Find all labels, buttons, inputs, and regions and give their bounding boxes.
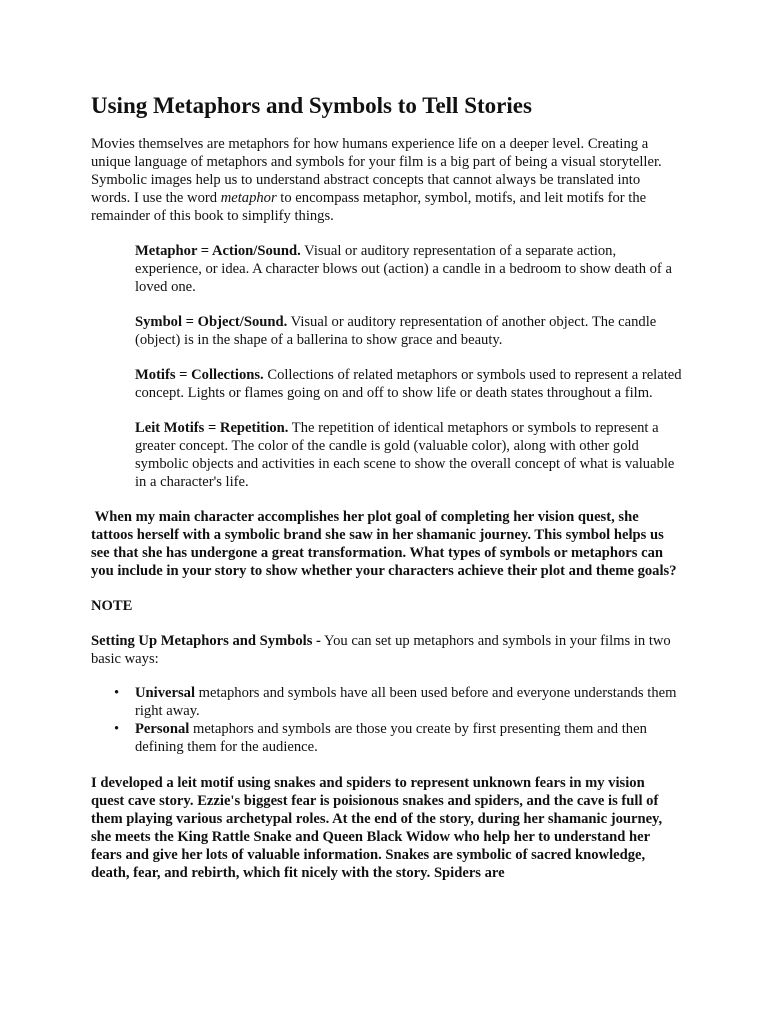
intro-paragraph bbox=[91, 135, 681, 225]
definition-term: Motifs = Collections. bbox=[135, 367, 264, 383]
setup-list bbox=[91, 684, 681, 756]
definition-term: Symbol = Object/Sound. bbox=[135, 314, 288, 330]
definition-term: Metaphor = Action/Sound. bbox=[135, 243, 301, 259]
definition-metaphor bbox=[135, 242, 683, 296]
bullet-icon: • bbox=[114, 685, 120, 701]
definition-text: Visual or auditory representation of another object. The candle (object) is in the shape of a ballerina to show grace and beauty. bbox=[135, 314, 657, 348]
list-item-personal bbox=[91, 720, 681, 756]
intro-text-1: Movies themselves are metaphors for how humans experience life on a deeper level. Creating a unique language of metaphors and symbols for your film is a big part of being a visual storyteller. Symbolic images help us to understand abstract concepts that cannot always be translated into words. I use the word bbox=[91, 136, 662, 206]
definition-term: Leit Motifs = Repetition. bbox=[135, 420, 289, 436]
note-heading: NOTE bbox=[91, 598, 133, 614]
definition-text: Visual or auditory representation of a separate action, experience, or idea. A character blows out (action) a candle in a bedroom to show death of a loved one. bbox=[135, 243, 672, 295]
definition-motifs bbox=[135, 366, 683, 402]
definition-symbol bbox=[135, 313, 683, 349]
document-title: Using Metaphors and Symbols to Tell Stories bbox=[91, 93, 532, 118]
list-item-text: metaphors and symbols are those you create by first presenting them and then defining them for the audience. bbox=[135, 721, 647, 755]
list-item-term: Personal bbox=[135, 721, 190, 737]
bullet-icon: • bbox=[114, 721, 120, 737]
definition-text: The repetition of identical metaphors or symbols to represent a greater concept. The color of the candle is gold (valuable color), along with other gold symbolic objects and activities in each scene to show the overall concept of what is valuable in a character's life. bbox=[135, 420, 675, 490]
document-page bbox=[91, 92, 681, 899]
intro-emphasis: metaphor bbox=[220, 190, 277, 206]
setup-term: Setting Up Metaphors and Symbols - bbox=[91, 633, 321, 649]
definition-text: Collections of related metaphors or symbols used to represent a related concept. Lights or flames going on and off to show life or death states throughout a film. bbox=[135, 367, 682, 401]
question-paragraph: When my main character accomplishes her plot goal of completing her vision quest, she tattoos herself with a symbolic brand she saw in her shamanic journey. This symbol helps us see that she has undergone a great transformation. What types of symbols or metaphors can you include in your story to show whether your characters achieve their plot and theme goals? bbox=[91, 509, 677, 579]
closing-paragraph: I developed a leit motif using snakes and spiders to represent unknown fears in my vision quest cave story. Ezzie's biggest fear is poisionous snakes and spiders, and the cave is full of them playing various archetypal roles. At the end of the story, during her shamanic journey, she meets the King Rattle Snake and Queen Black Widow who help her to understand her fears and give her lots of valuable information. Snakes are symbolic of sacred knowledge, death, fear, and rebirth, which fit nicely with the story. Spiders are bbox=[91, 775, 663, 881]
intro-text-2: to encompass metaphor, symbol, motifs, and leit motifs for the remainder of this book to simplify things. bbox=[91, 190, 647, 224]
list-item-universal bbox=[91, 684, 681, 720]
list-item-text: metaphors and symbols have all been used before and everyone understands them right away. bbox=[135, 685, 677, 719]
definition-leit-motifs bbox=[135, 419, 683, 491]
setup-paragraph bbox=[91, 632, 681, 668]
list-item-term: Universal bbox=[135, 685, 195, 701]
setup-text: You can set up metaphors and symbols in your films in two basic ways: bbox=[91, 633, 671, 667]
